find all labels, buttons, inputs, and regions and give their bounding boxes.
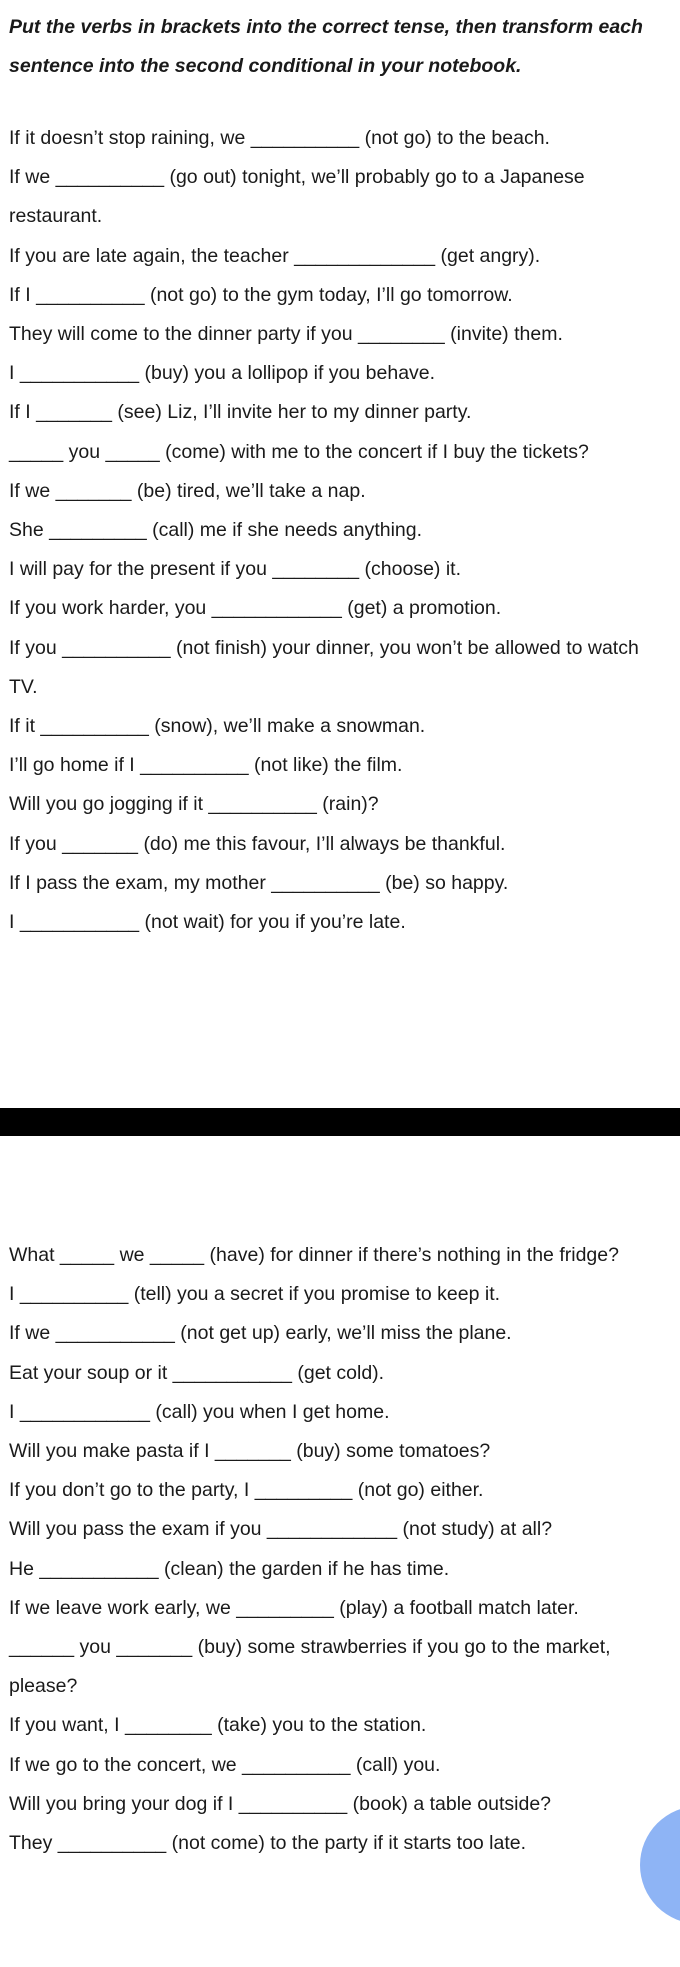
exercise-sentence: If you want, I ________ (take) you to the station.: [9, 1714, 427, 1737]
exercise-sentence: I will pay for the present if you ________ (choose) it.: [9, 558, 462, 581]
exercise-sentence: If we leave work early, we _________ (play) a football match later.: [9, 1596, 579, 1619]
exercise-sentence: Will you bring your dog if I __________ (book) a table outside?: [9, 1792, 552, 1815]
exercise-sentence: If we _______ (be) tired, we’ll take a nap.: [9, 479, 366, 502]
exercise-sentence: If we __________ (go out) tonight, we’ll probably go to a Japanese restaurant.: [9, 166, 585, 228]
exercise-sentence: Eat your soup or it ___________ (get cold).: [9, 1361, 385, 1384]
exercise-sentence: I ___________ (not wait) for you if you’re late.: [9, 911, 406, 934]
exercise-sentence: If you are late again, the teacher _____________ (get angry).: [9, 244, 541, 267]
exercise-list-part-1: [9, 119, 659, 942]
exercise-sentence: If it doesn’t stop raining, we __________ (not go) to the beach.: [9, 127, 550, 149]
exercise-sentence: Will you go jogging if it __________ (rain)?: [9, 793, 379, 816]
exercise-sentence: Will you make pasta if I _______ (buy) some tomatoes?: [9, 1440, 491, 1463]
exercise-sentence: I ____________ (call) you when I get home.: [9, 1400, 390, 1423]
exercise-sentence: If you __________ (not finish) your dinner, you won’t be allowed to watch TV.: [9, 636, 639, 698]
exercise-sentence: If I _______ (see) Liz, I’ll invite her to my dinner party.: [9, 401, 472, 424]
exercise-sentence: They __________ (not come) to the party if it starts too late.: [9, 1832, 527, 1855]
exercise-sentence: If you _______ (do) me this favour, I’ll always be thankful.: [9, 832, 506, 855]
exercise-sentence: _____ you _____ (come) with me to the concert if I buy the tickets?: [9, 440, 589, 463]
exercise-list-part-2: [9, 1236, 659, 1863]
exercise-sentence: What _____ we _____ (have) for dinner if there’s nothing in the fridge?: [9, 1244, 619, 1266]
black-divider-bar: [0, 1108, 680, 1136]
exercise-sentence: I __________ (tell) you a secret if you promise to keep it.: [9, 1283, 501, 1306]
exercise-sentence: If you don’t go to the party, I _________ (not go) either.: [9, 1479, 484, 1502]
exercise-sentence: They will come to the dinner party if you ________ (invite) them.: [9, 323, 563, 346]
exercise-sentence: I ___________ (buy) you a lollipop if you behave.: [9, 362, 436, 385]
exercise-sentence: She _________ (call) me if she needs anything.: [9, 519, 423, 542]
exercise-sentence: If it __________ (snow), we’ll make a snowman.: [9, 715, 426, 738]
instructions-heading: Put the verbs in brackets into the correct tense, then transform each sentence into the second conditional in your notebook.: [9, 16, 643, 77]
exercise-sentence: If I pass the exam, my mother __________ (be) so happy.: [9, 871, 509, 894]
exercise-sentence: If we go to the concert, we __________ (call) you.: [9, 1753, 441, 1776]
exercise-sentence: ______ you _______ (buy) some strawberries if you go to the market, please?: [9, 1636, 611, 1698]
exercise-sentence: If I __________ (not go) to the gym today, I’ll go tomorrow.: [9, 283, 513, 306]
exercise-sentence: I’ll go home if I __________ (not like) the film.: [9, 754, 403, 777]
exercise-sentence: Will you pass the exam if you ____________ (not study) at all?: [9, 1518, 553, 1541]
exercise-sentence: If we ___________ (not get up) early, we’ll miss the plane.: [9, 1322, 512, 1345]
exercise-sentence: If you work harder, you ____________ (get) a promotion.: [9, 597, 502, 620]
exercise-sentence: He ___________ (clean) the garden if he has time.: [9, 1557, 450, 1580]
